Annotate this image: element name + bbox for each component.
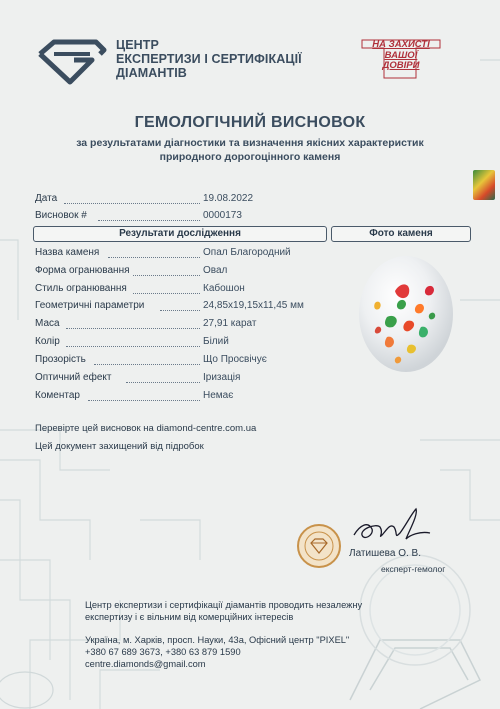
footer-phones: +380 67 689 3673, +380 63 879 1590: [85, 647, 241, 657]
field-label: Прозорість: [35, 354, 86, 365]
document-title: ГЕМОЛОГІЧНИЙ ВИСНОВОК: [134, 114, 366, 131]
field-dimensions: [0, 300, 340, 313]
field-label: Назва каменя: [35, 247, 100, 258]
verify-note: Перевірте цей висновок на diamond-centre.com.ua: [35, 423, 257, 434]
field-label: Геометричні параметри: [35, 300, 145, 311]
field-stone-name: [0, 247, 340, 260]
number-label: Висновок #: [35, 210, 87, 221]
field-value: Кабошон: [203, 283, 245, 294]
subtitle-line2: природного дорогоцінного каменя: [159, 151, 341, 163]
field-value: Білий: [203, 336, 229, 347]
footer-line2: експертизу і є вільним від комерційних інтересів: [85, 612, 294, 622]
field-value: Іризація: [203, 372, 241, 383]
date-value: 19.08.2022: [203, 193, 254, 204]
stone-photo: [357, 253, 455, 375]
date-row: [0, 193, 500, 206]
field-label: Колір: [35, 336, 60, 347]
footer-email: centre.diamonds@gmail.com: [85, 659, 206, 669]
footer-line1: Центр експертизи і сертифікації діамантів проводить незалежну: [85, 600, 363, 610]
number-value: 0000173: [203, 210, 242, 221]
field-comment: [0, 390, 340, 403]
field-value: Опал Благородний: [203, 247, 291, 258]
slogan-line3: ДОВІРИ: [382, 60, 420, 71]
organization-name: [116, 38, 302, 80]
field-value: Що Просвічує: [203, 354, 267, 365]
field-mass: [0, 318, 340, 331]
protection-note: Цей документ захищений від підробок: [35, 441, 204, 452]
expert-role: експерт-гемолог: [381, 564, 446, 574]
org-name-line1: ЦЕНТР: [116, 38, 159, 52]
document-subtitle: [20, 136, 480, 164]
field-label: Коментар: [35, 390, 80, 401]
field-cut-shape: [0, 265, 340, 278]
seal-stamp: [296, 523, 342, 569]
org-name-line2: ЕКСПЕРТИЗИ І СЕРТИФІКАЦІЇ: [116, 52, 302, 66]
date-label: Дата: [35, 193, 58, 204]
field-optical-effect: [0, 372, 340, 385]
field-transparency: [0, 354, 340, 367]
field-color: [0, 336, 340, 349]
field-label: Маса: [35, 318, 60, 329]
results-header: Результати дослідження: [33, 226, 327, 242]
expert-signature: [350, 505, 435, 550]
slogan-line1: НА ЗАХИСТІ: [372, 39, 430, 50]
subtitle-line1: за результатами діагностики та визначення якісних характеристик: [76, 137, 424, 149]
field-value: Немає: [203, 390, 234, 401]
field-label: Форма огранювання: [35, 265, 130, 276]
field-value: 27,91 карат: [203, 318, 257, 329]
field-label: Оптичний ефект: [35, 372, 112, 383]
field-label: Стиль огранювання: [35, 283, 127, 294]
org-name-line3: ДІАМАНТІВ: [116, 66, 187, 80]
field-value: 24,85х19,15х11,45 мм: [203, 300, 304, 311]
slogan-badge: [358, 38, 444, 80]
field-value: Овал: [203, 265, 228, 276]
slogan-line2: ВАШОЇ: [384, 49, 418, 61]
photo-header: Фото каменя: [331, 226, 471, 242]
company-logo: [34, 36, 108, 86]
number-row: [0, 210, 500, 223]
expert-name: Латишева О. В.: [349, 548, 421, 559]
footer-address: Україна, м. Харків, просп. Науки, 43а, Офісний центр "PIXEL": [85, 635, 350, 645]
field-cut-style: [0, 283, 340, 296]
